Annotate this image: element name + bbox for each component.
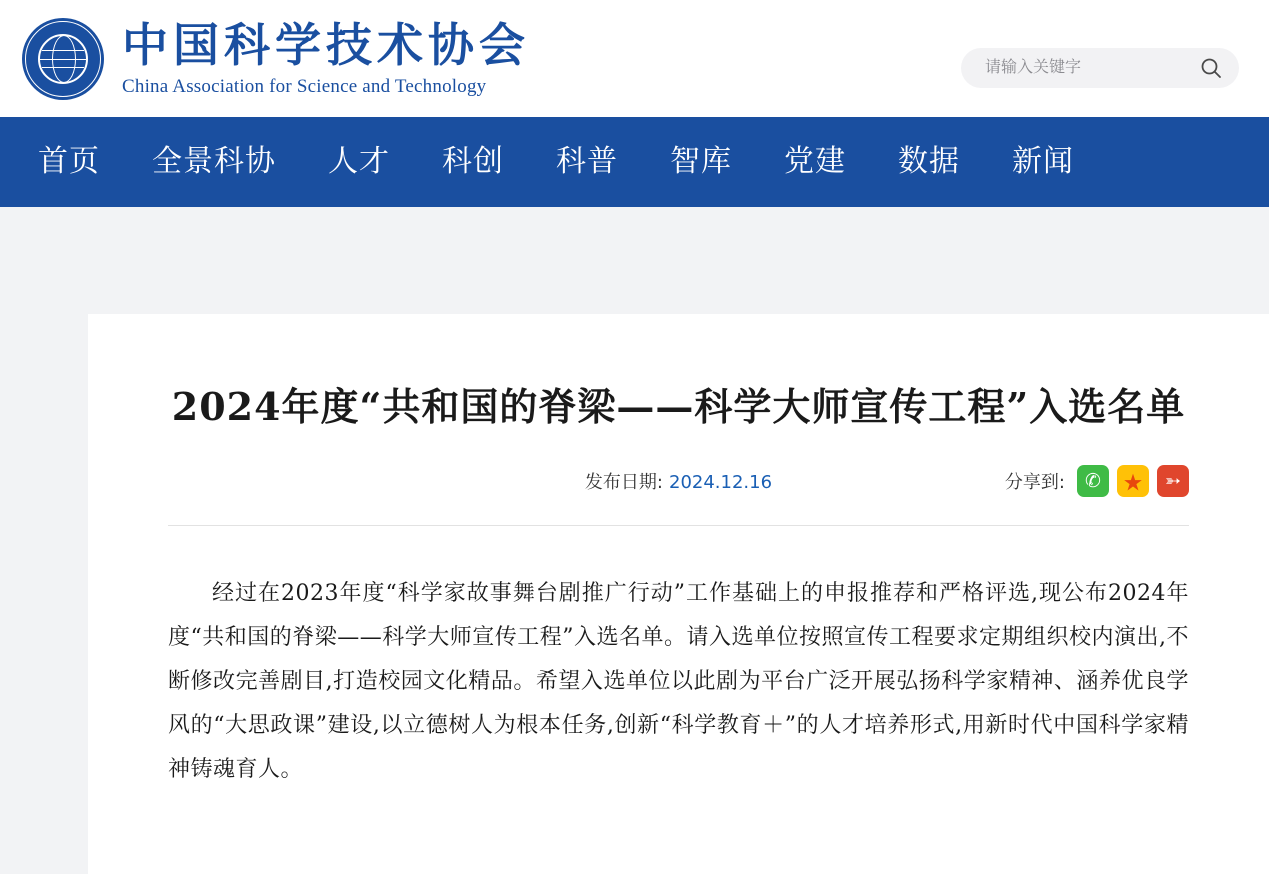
- nav-item-popsci[interactable]: 科普: [556, 144, 618, 179]
- nav-item-talent[interactable]: 人才: [328, 144, 390, 179]
- article-card: [88, 314, 1269, 874]
- cast-emblem-icon: [22, 18, 104, 100]
- wechat-share-icon[interactable]: ✆: [1077, 465, 1109, 497]
- emblem-globe: [38, 34, 88, 84]
- nav-item-data[interactable]: 数据: [898, 144, 960, 179]
- site-title-cn: 中国科学技术协会: [122, 18, 530, 73]
- nav-item-party[interactable]: 党建: [784, 144, 846, 179]
- article-paragraph: 经过在2023年度“科学家故事舞台剧推广行动”工作基础上的申报推荐和严格评选,现公布2024年度“共和国的脊梁——科学大师宣传工程”入选名单。请入选单位按照宣传工程要求定期组织校内演出,不断修改完善剧目,打造校园文化精品。希望入选单位以此剧为平台广泛开展弘扬科学家精神、涵养优良学风的“大思政课”建设,以立德树人为根本任务,创新“科学教育＋”的人才培养形式,用新时代中国科学家精神铸魂育人。: [168, 581, 1189, 783]
- main-navigation: [0, 117, 1269, 207]
- favorite-share-icon[interactable]: ★: [1117, 465, 1149, 497]
- nav-item-innovation[interactable]: 科创: [442, 144, 504, 179]
- site-logo[interactable]: [0, 18, 530, 100]
- site-title-en: China Association for Science and Technology: [122, 75, 487, 97]
- left-rail: [0, 207, 88, 874]
- content-top-gap: [88, 207, 1269, 314]
- site-title-block: [104, 19, 530, 98]
- weibo-share-icon[interactable]: ➳: [1157, 465, 1189, 497]
- share-bar: [1005, 465, 1189, 497]
- search-input[interactable]: [983, 58, 1199, 78]
- nav-item-home[interactable]: 首页: [38, 144, 100, 179]
- search-box[interactable]: [961, 48, 1239, 88]
- article-meta: [168, 465, 1189, 497]
- site-header: [0, 0, 1269, 117]
- emblem-latitude-top: [42, 50, 84, 51]
- publish-date: [585, 468, 772, 494]
- meta-divider: [168, 525, 1189, 526]
- nav-item-panorama[interactable]: 全景科协: [152, 144, 276, 179]
- share-label: 分享到:: [1004, 472, 1065, 494]
- emblem-latitude-bottom: [42, 67, 84, 68]
- page-body: [0, 207, 1269, 874]
- nav-item-news[interactable]: 新闻: [1012, 144, 1074, 179]
- nav-item-thinktank[interactable]: 智库: [670, 144, 732, 179]
- publish-date-value: 2024.12.16: [669, 472, 773, 494]
- search-icon[interactable]: [1199, 56, 1223, 80]
- publish-date-label: 发布日期:: [584, 472, 663, 494]
- page-title: 2024年度“共和国的脊梁——科学大师宣传工程”入选名单: [171, 384, 1186, 429]
